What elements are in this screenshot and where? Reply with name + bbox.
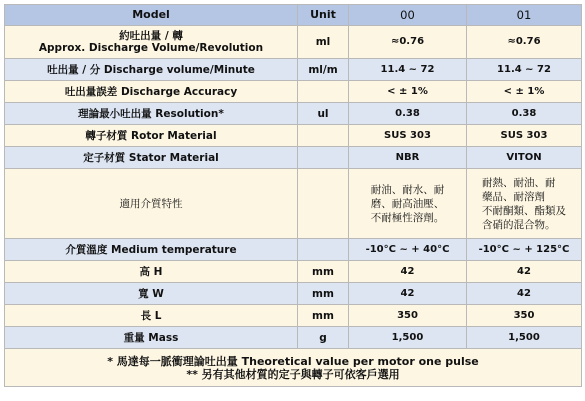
row-label-line2: Approx. Discharge Volume/Revolution	[38, 42, 264, 54]
row-label: 介質溫度 Medium temperature	[5, 239, 298, 261]
row-height	[5, 261, 582, 283]
note-materials: ** 另有其他材質的定子與轉子可依客戶選用	[186, 367, 400, 381]
text-line: 不耐極性溶劑。	[370, 211, 445, 224]
row-label-line1: 約吐出量 / 轉	[119, 30, 183, 42]
row-value-01	[467, 169, 582, 239]
row-value-01: < ± 1%	[467, 81, 582, 103]
spec-table	[4, 4, 582, 387]
row-value-00: 1,500	[349, 327, 467, 349]
row-value-00: 350	[349, 305, 467, 327]
header-unit: Unit	[298, 5, 349, 26]
row-unit: mm	[298, 283, 349, 305]
row-label: 長 L	[5, 305, 298, 327]
row-unit: ml/m	[298, 59, 349, 81]
row-value-00: 42	[349, 283, 467, 305]
text-line: 磨、耐高油壓、	[370, 197, 445, 210]
row-value-00: ≈0.76	[349, 26, 467, 59]
row-unit	[298, 125, 349, 147]
row-value-01: -10°C ~ + 125°C	[467, 239, 582, 261]
row-unit	[298, 239, 349, 261]
note-resolution: * 馬達每一脈衝理論吐出量 Theoretical value per motor one pulse	[107, 354, 479, 368]
row-label: 高 H	[5, 261, 298, 283]
text-line: 含硝的混合物。	[482, 218, 556, 231]
row-length	[5, 305, 582, 327]
row-value-00: -10°C ~ + 40°C	[349, 239, 467, 261]
notes-row	[5, 349, 582, 387]
row-value-00: < ± 1%	[349, 81, 467, 103]
row-unit: mm	[298, 261, 349, 283]
row-value-00: SUS 303	[349, 125, 467, 147]
row-value-00: NBR	[349, 147, 467, 169]
row-width	[5, 283, 582, 305]
header-model-00: 00	[349, 5, 467, 26]
row-value-01: VITON	[467, 147, 582, 169]
text-line: 藥品、耐溶劑	[482, 190, 545, 203]
row-resolution	[5, 103, 582, 125]
row-value-00: 0.38	[349, 103, 467, 125]
text-line: 耐熱、耐油、耐	[482, 176, 556, 189]
header-model: Model	[5, 5, 298, 26]
row-value-00: 42	[349, 261, 467, 283]
row-unit	[298, 169, 349, 239]
medium-properties-00	[371, 183, 445, 225]
header-model-01: 01	[467, 5, 582, 26]
row-value-00	[349, 169, 467, 239]
row-unit	[298, 81, 349, 103]
row-value-01: SUS 303	[467, 125, 582, 147]
text-line: 耐油、耐水、耐	[370, 183, 445, 196]
row-label: 吐出量 / 分 Discharge volume/Minute	[5, 59, 298, 81]
row-value-01: 350	[467, 305, 582, 327]
row-label: 轉子材質 Rotor Material	[5, 125, 298, 147]
text-line: 不耐酮類、酯類及	[482, 204, 566, 217]
row-discharge-per-rev	[5, 26, 582, 59]
row-mass	[5, 327, 582, 349]
row-label	[5, 26, 298, 59]
row-unit: ul	[298, 103, 349, 125]
row-unit	[298, 147, 349, 169]
row-label: 適用介質特性	[5, 169, 298, 239]
spec-table-frame	[4, 4, 581, 397]
row-discharge-accuracy	[5, 81, 582, 103]
row-discharge-per-min	[5, 59, 582, 81]
row-unit: g	[298, 327, 349, 349]
row-value-01: 1,500	[467, 327, 582, 349]
row-label: 理論最小吐出量 Resolution*	[5, 103, 298, 125]
row-value-00: 11.4 ~ 72	[349, 59, 467, 81]
row-label: 定子材質 Stator Material	[5, 147, 298, 169]
header-row	[5, 5, 582, 26]
row-medium-properties	[5, 169, 582, 239]
row-label: 重量 Mass	[5, 327, 298, 349]
row-label: 寬 W	[5, 283, 298, 305]
row-label: 吐出量誤差 Discharge Accuracy	[5, 81, 298, 103]
row-value-01: 11.4 ~ 72	[467, 59, 582, 81]
notes-cell	[5, 349, 582, 387]
row-value-01: 42	[467, 283, 582, 305]
row-stator-material	[5, 147, 582, 169]
row-value-01: 42	[467, 261, 582, 283]
row-value-01: 0.38	[467, 103, 582, 125]
row-rotor-material	[5, 125, 582, 147]
medium-properties-01	[482, 176, 566, 232]
row-medium-temperature	[5, 239, 582, 261]
row-unit: ml	[298, 26, 349, 59]
row-unit: mm	[298, 305, 349, 327]
row-value-01: ≈0.76	[467, 26, 582, 59]
